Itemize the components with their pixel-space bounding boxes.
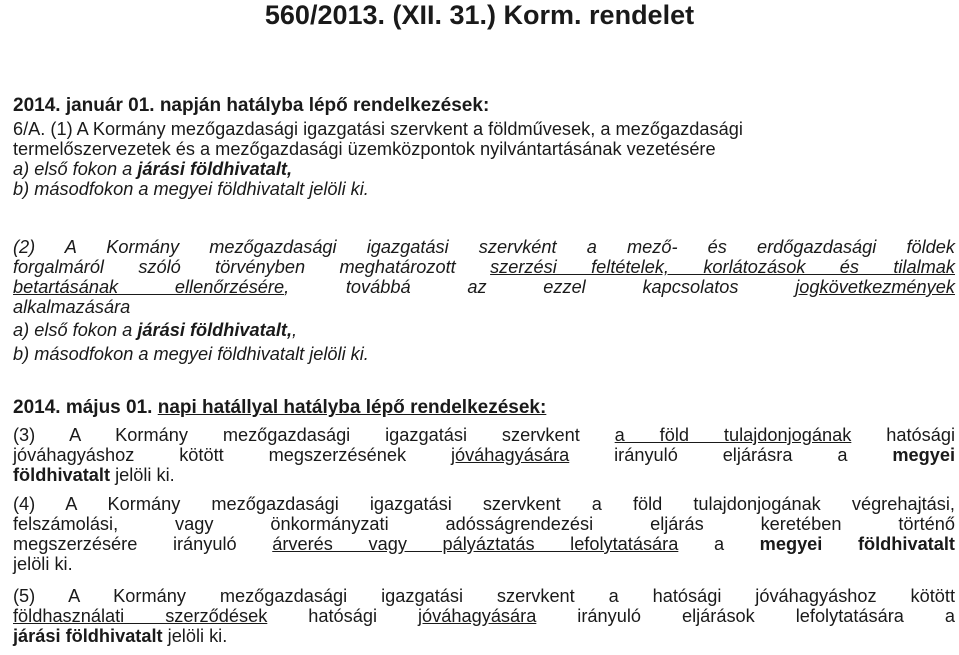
p4-line-4: jelöli ki. (13, 554, 73, 574)
p2-line-3-underlined-b: jogkövetkezmények (795, 277, 955, 297)
p5-line-2-end: irányuló eljárások lefolytatására a (536, 606, 955, 626)
p1-line-3-text: a) első fokon a (13, 159, 138, 179)
p1-line-3-bold: járási földhivatalt, (137, 159, 292, 179)
p4-line-3-bold: megyei földhivatalt (759, 534, 955, 554)
p2-line-3 (13, 277, 955, 297)
p2-line-2-text: forgalmáról szóló törvényben meghatározott (13, 257, 491, 277)
p2-line-3-text: , továbbá az ezzel kapcsolatos (284, 277, 796, 297)
p4-line-3-text: megszerzésére irányuló (13, 534, 273, 554)
paragraph-5 (13, 586, 955, 646)
p5-line-3 (13, 626, 955, 646)
p5-line-3-text: jelöli ki. (162, 626, 228, 646)
p3-line-3-bold: földhivatalt (13, 465, 111, 485)
p3-line-3-text: jelöli ki. (110, 465, 175, 485)
p4-line-3-underlined: árverés vagy pályáztatás lefolytatására (272, 534, 679, 554)
p3-line-2-mid: irányuló eljárásra a (569, 445, 893, 465)
paragraph-2 (13, 237, 955, 364)
p5-line-1: (5) A Kormány mezőgazdasági igazgatási szervkent a hatósági jóváhagyáshoz kötött (13, 586, 955, 606)
p3-line-2-underlined: jóváhagyására (450, 445, 570, 465)
p1-text-1: (1) A Kormány mezőgazdasági igazgatási szervkent a földművesek, a mezőgazdasági (50, 119, 743, 139)
p2-line-2-underlined: szerzési feltételek, korlátozások és tilalmak (490, 257, 955, 277)
p2-line-5 (13, 320, 955, 340)
paragraph-6a-1 (13, 119, 955, 199)
p2-line-6: b) másodfokon a megyei földhivatalt jelöli ki. (13, 344, 369, 364)
p4-line-3 (13, 534, 955, 554)
p1-section-number: 6/A. (13, 119, 51, 139)
p3-line-1-end: hatósági (851, 425, 955, 445)
section-heading-may-text: napi hatállyal hatályba lépő rendelkezések: (157, 397, 547, 418)
p4-line-3-mid: a (678, 534, 760, 554)
p2-line-1: (2) A Kormány mezőgazdasági igazgatási szervként a mező- és erdőgazdasági földek (13, 237, 955, 257)
p5-line-2-underlined-b: jóváhagyására (418, 606, 537, 626)
p2-line-4: alkalmazására (13, 297, 131, 317)
section-heading-may (13, 397, 546, 419)
p3-line-2-text: jóváhagyáshoz kötött megszerzésének (13, 445, 451, 465)
p5-line-3-bold: járási földhivatalt (13, 626, 163, 646)
p2-line-2 (13, 257, 955, 277)
p5-line-2-underlined-a: földhasználati szerződések (13, 606, 268, 626)
p3-line-2-bold: megyei (892, 445, 955, 465)
p3-line-1-underlined: a föld tulajdonjogának (614, 425, 852, 445)
p2-line-5-comma: , (292, 320, 298, 340)
p2-line-5-bold: járási földhivatalt, (137, 320, 292, 340)
p4-line-2: felszámolási, vagy önkormányzati adósságrendezési eljárás keretében történő (13, 514, 955, 534)
p3-line-3 (13, 465, 955, 485)
section-heading-jan: 2014. január 01. napján hatályba lépő rendelkezések: (13, 95, 490, 116)
section-heading-may-date: 2014. május 01. (13, 397, 158, 418)
paragraph-4 (13, 494, 955, 574)
document-title: 560/2013. (XII. 31.) Korm. rendelet (264, 0, 695, 30)
paragraph-3 (13, 425, 955, 485)
p1-line-2: termelőszervezetek és a mezőgazdasági üzemközpontok nyilvántartásának vezetésére (13, 139, 716, 159)
p1-line-4: b) másodfokon a megyei földhivatalt jelöli ki. (13, 179, 369, 199)
p1-line-1 (13, 119, 955, 139)
p5-line-2 (13, 606, 955, 626)
p3-line-1 (13, 425, 955, 445)
p2-line-5-text: a) első fokon a (13, 320, 138, 340)
p4-line-1: (4) A Kormány mezőgazdasági igazgatási szervkent a föld tulajdonjogának végrehajtási, (13, 494, 955, 514)
p3-line-1-text: (3) A Kormány mezőgazdasági igazgatási szervkent (13, 425, 615, 445)
p3-line-2 (13, 445, 955, 465)
p2-line-3-underlined-a: betartásának ellenőrzésére (13, 277, 285, 297)
p1-line-3 (13, 159, 955, 179)
p5-line-2-text: hatósági (267, 606, 419, 626)
